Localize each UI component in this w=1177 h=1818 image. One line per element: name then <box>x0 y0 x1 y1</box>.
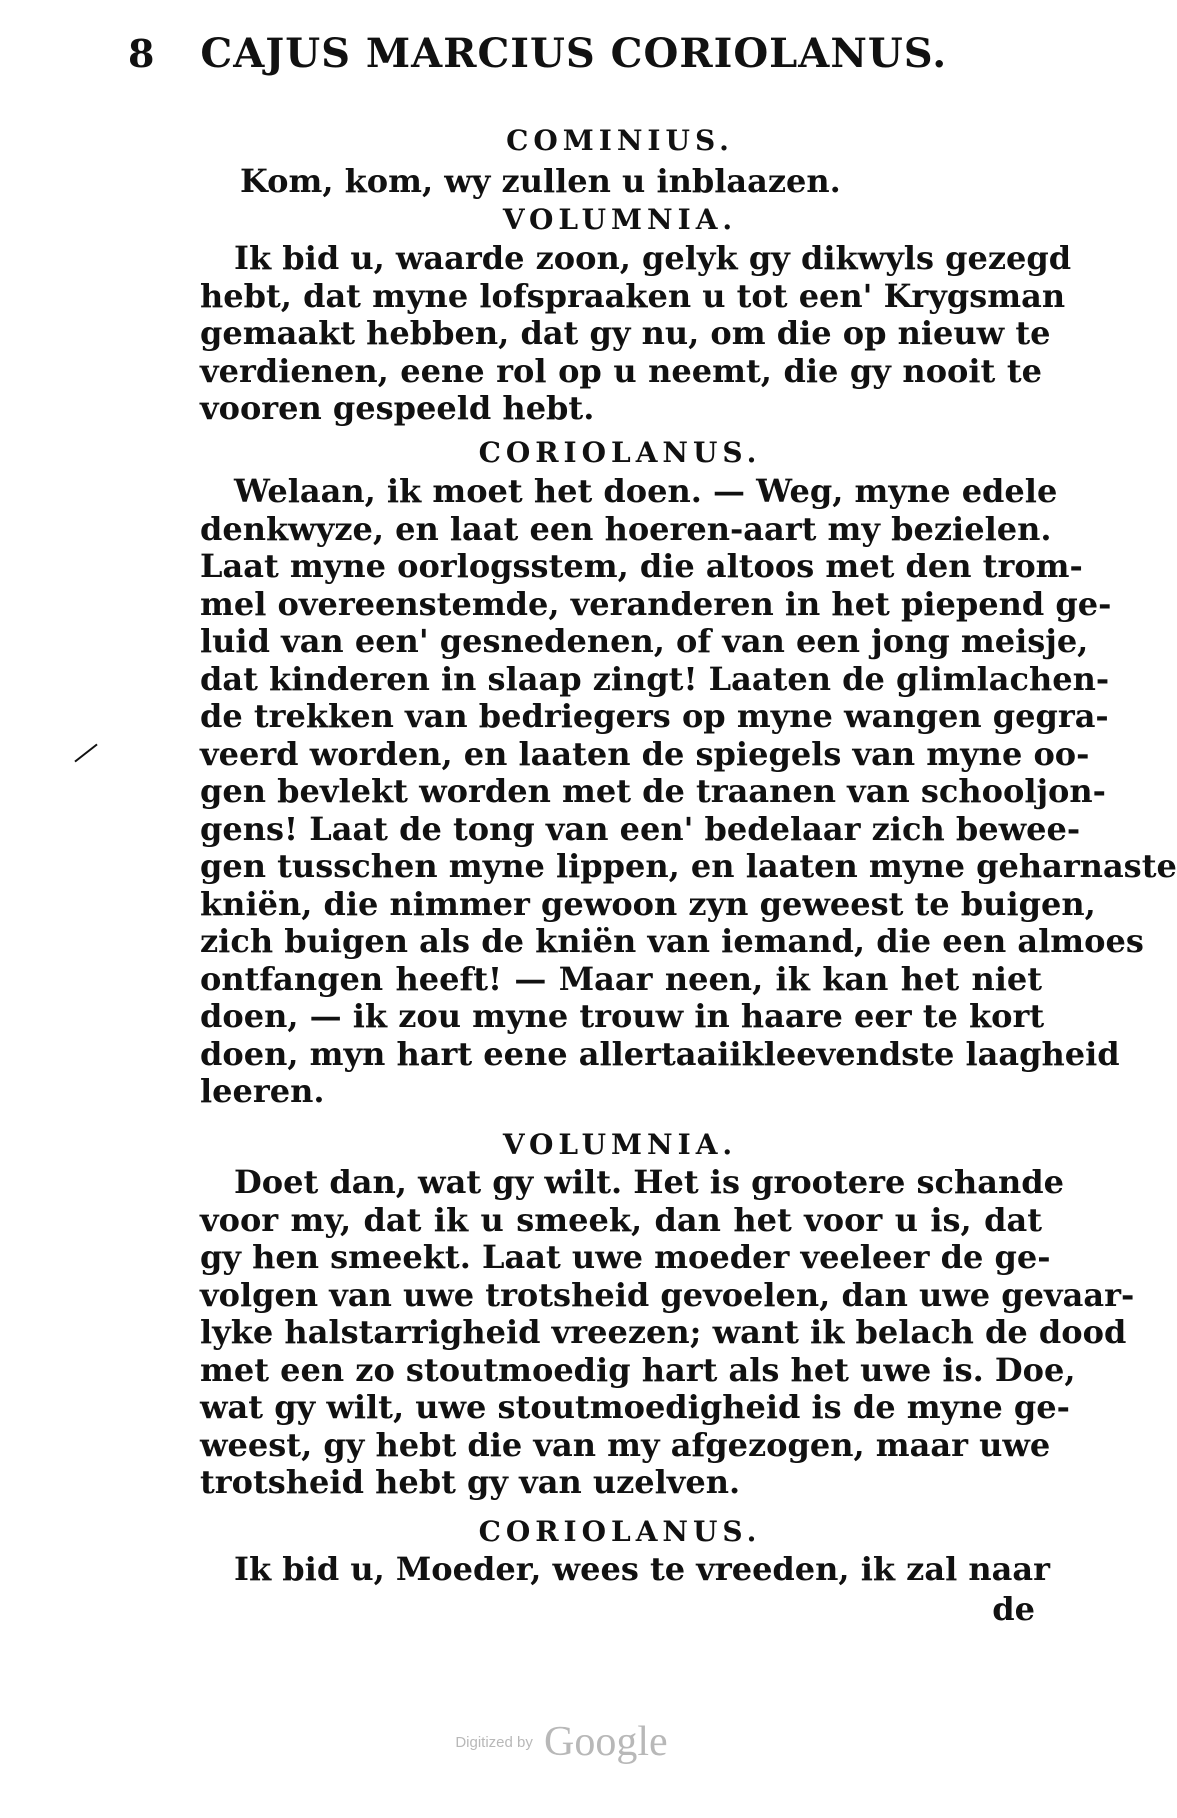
speaker-heading: COMINIUS. <box>506 124 734 157</box>
text-line: hebt, dat myne lofspraaken u tot een' Krygsman <box>200 276 1066 315</box>
text-line: leeren. <box>200 1072 325 1110</box>
speaker-heading: VOLUMNIA. <box>502 1128 738 1161</box>
speech-block <box>200 1163 1135 1502</box>
text-line: gens! Laat de tong van een' bedelaar zich bewee- <box>200 809 1081 848</box>
speech-block <box>200 1550 1050 1589</box>
text-line: gy hen smeekt. Laat uwe moeder veeleer de ge- <box>200 1238 1051 1276</box>
digitization-watermark <box>0 1718 1123 1766</box>
text-line: denkwyze, en laat een hoeren-aart my bezielen. <box>200 509 1052 548</box>
text-line: vooren gespeeld hebt. <box>200 389 595 427</box>
text-line: gen bevlekt worden met de traanen van schooljon- <box>200 772 1106 810</box>
text-line: Laat myne oorlogsstem, die altoos met den trom- <box>200 547 1083 585</box>
running-title: CAJUS MARCIUS CORIOLANUS. <box>200 30 948 77</box>
google-logo: Google <box>543 1719 668 1765</box>
catchword: de <box>992 1590 1035 1628</box>
text-line: met een zo stoutmoedig hart als het uwe is. Doe, <box>200 1350 1076 1389</box>
text-line: ontfangen heeft! — Maar neen, ik kan het niet <box>200 959 1042 998</box>
text-line: luid van een' gesnedenen, of van een jong meisje, <box>200 622 1089 660</box>
text-line: verdienen, eene rol op u neemt, die gy nooit te <box>200 351 1042 390</box>
running-head <box>128 30 1028 90</box>
speaker-heading: CORIOLANUS. <box>478 1515 762 1548</box>
text-line: dat kinderen in slaap zingt! Laaten de glimlachen- <box>200 659 1110 698</box>
watermark-prefix: Digitized by <box>455 1733 533 1751</box>
text-line: lyke halstarrigheid vreezen; want ik belach de dood <box>200 1313 1127 1351</box>
text-line: de trekken van bedriegers op myne wangen gegra- <box>200 697 1109 735</box>
speaker-heading: VOLUMNIA. <box>502 203 738 236</box>
text-line: Doet dan, wat gy wilt. Het is grootere schande <box>234 1163 1065 1201</box>
text-line: mel overeenstemde, veranderen in het piepend ge- <box>200 584 1112 623</box>
text-line: Ik bid u, Moeder, wees te vreeden, ik zal naar <box>234 1550 1050 1588</box>
speech-block <box>200 472 1177 1111</box>
speech-block <box>200 239 1072 428</box>
speaker-heading: CORIOLANUS. <box>478 436 762 469</box>
text-line: veerd worden, en laaten de spiegels van myne oo- <box>200 734 1090 773</box>
speech-block <box>200 163 1042 201</box>
text-line: volgen van uwe trotsheid gevoelen, dan uwe gevaar- <box>200 1275 1135 1314</box>
margin-mark <box>74 744 97 763</box>
text-line: Ik bid u, waarde zoon, gelyk gy dikwyls gezegd <box>234 239 1072 277</box>
text-line: trotsheid hebt gy van uzelven. <box>200 1463 741 1501</box>
text-line: doen, — ik zou myne trouw in haare eer te kort <box>200 997 1045 1035</box>
text-line: weest, gy hebt die van my afgezogen, maar uwe <box>200 1425 1051 1464</box>
page-number: 8 <box>128 31 156 76</box>
text-line: gemaakt hebben, dat gy nu, om die op nieuw te <box>200 314 1051 352</box>
text-line: Welaan, ik moet het doen. — Weg, myne edele <box>234 472 1058 510</box>
text-line: doen, myn hart eene allertaaiikleevendste laagheid <box>200 1034 1120 1073</box>
text-line: Kom, kom, wy zullen u inblaazen. <box>240 162 841 200</box>
text-line: zich buigen als de kniën van iemand, die een almoes <box>200 922 1144 960</box>
text-line: voor my, dat ik u smeek, dan het voor u is, dat <box>200 1200 1042 1239</box>
text-line: gen tusschen myne lippen, en laaten myne geharnaste <box>200 847 1177 885</box>
text-line: wat gy wilt, uwe stoutmoedigheid is de myne ge- <box>200 1388 1070 1426</box>
text-line: kniën, die nimmer gewoon zyn geweest te buigen, <box>200 884 1096 923</box>
